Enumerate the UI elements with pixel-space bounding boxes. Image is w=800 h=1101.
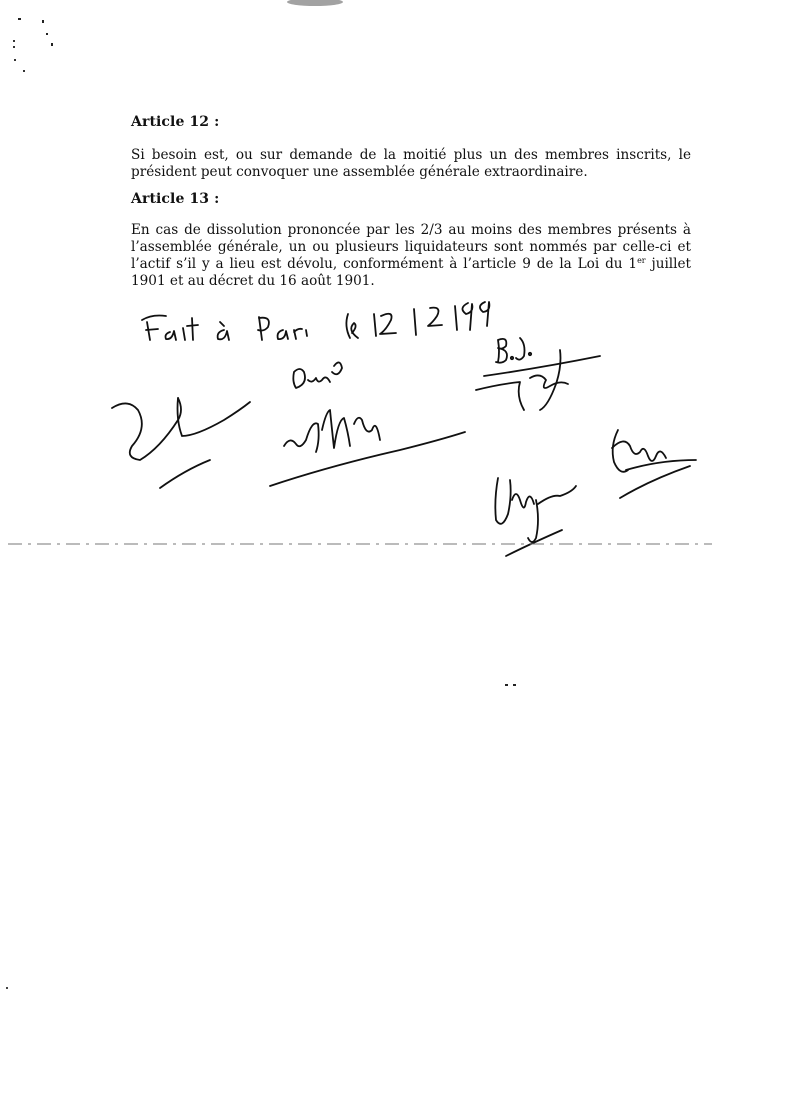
article-12-heading: Article 12 : bbox=[131, 114, 220, 130]
article-13-heading: Article 13 : bbox=[131, 191, 220, 207]
article-13-text-part-1: En cas de dissolution prononcée par les 2/3 au moins des membres présents à l’assemblée générale, un ou plusieurs liquidateurs sont nommés par celle-ci et l’actif s’il y a lieu est dévolu, conformément à l’article 9 de la Loi du 1 bbox=[131, 222, 691, 272]
article-13-text-part-2: juillet 1901 et au décret du 16 août 1901. bbox=[131, 256, 692, 289]
article-13-superscript: er bbox=[637, 256, 646, 265]
article-12-text: Si besoin est, ou sur demande de la moitié plus un des membres inscrits, le président peut convoquer une assemblée générale extraordinaire. bbox=[131, 147, 691, 180]
